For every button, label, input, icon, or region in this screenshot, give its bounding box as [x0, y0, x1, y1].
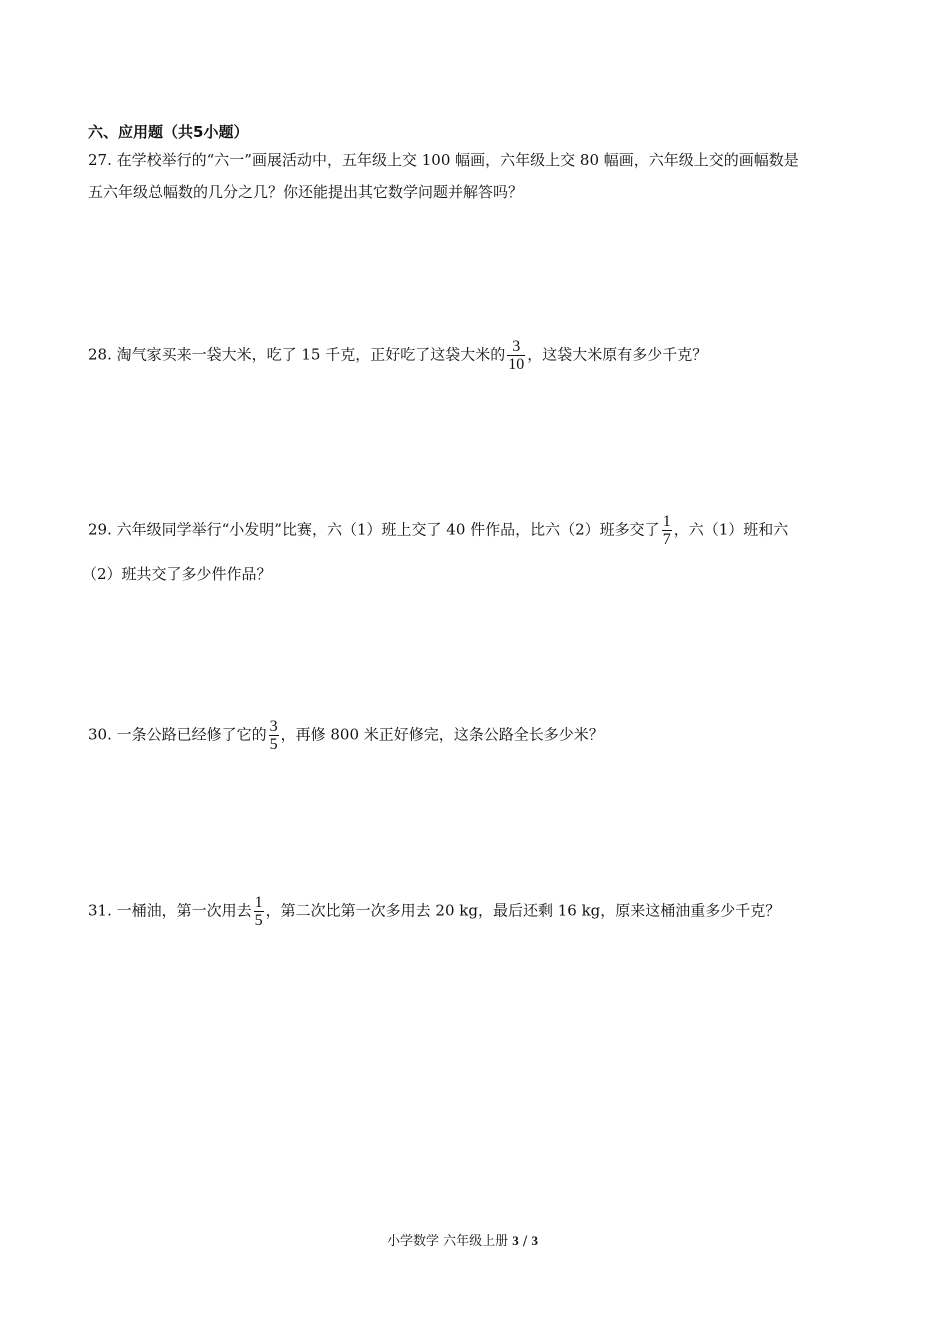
fraction: [254, 894, 264, 929]
question-31: [88, 894, 780, 929]
question-29-text-before: 29. 六年级同学举行“小发明”比赛，六（1）班上交了 40 件作品，比六（2）班多交了: [88, 520, 660, 539]
fraction-numerator: 3: [269, 718, 278, 735]
question-27-line-2: 五六年级总幅数的几分之几？你还能提出其它数学问题并解答吗？: [88, 183, 524, 201]
fraction-numerator: 1: [662, 513, 671, 530]
question-29-line-2: （2）班共交了多少件作品？: [82, 565, 272, 583]
fraction-numerator: 1: [254, 894, 263, 911]
fraction: [662, 513, 672, 548]
question-29: [88, 513, 788, 548]
fraction-numerator: 3: [507, 338, 525, 356]
question-31-text-before: 31. 一桶油，第一次用去: [88, 901, 252, 920]
question-31-text-after: ，第二次比第一次多用去 20 kg，最后还剩 16 kg，原来这桶油重多少千克？: [265, 901, 781, 920]
page-footer: [387, 1230, 538, 1249]
question-30-text-before: 30. 一条公路已经修了它的: [88, 725, 267, 744]
question-30-text-after: ，再修 800 米正好修完，这条公路全长多少米？: [280, 725, 604, 744]
fraction-denominator: 10: [508, 356, 525, 373]
question-29-text-after: ，六（1）班和六: [673, 520, 789, 539]
fraction-denominator: 5: [254, 912, 263, 929]
fraction: [269, 718, 279, 753]
fraction-denominator: 7: [662, 531, 671, 548]
footer-total-pages: 3: [531, 1233, 538, 1248]
footer-text: 小学数学 六年级上册: [387, 1234, 509, 1249]
fraction-denominator: 5: [269, 736, 278, 753]
question-28: [88, 338, 707, 373]
fraction: [507, 338, 525, 373]
question-27-line-1: 27. 在学校举行的“六一”画展活动中，五年级上交 100 幅画，六年级上交 80 幅画，六年级上交的画幅数是: [88, 151, 799, 169]
footer-separator: /: [522, 1234, 528, 1249]
footer-page-number: 3: [512, 1233, 519, 1248]
question-30: [88, 718, 604, 753]
section-title: 六、应用题（共5小题）: [88, 123, 249, 141]
question-28-text-before: 28. 淘气家买来一袋大米，吃了 15 千克，正好吃了这袋大米的: [88, 345, 506, 364]
question-28-text-after: ，这袋大米原有多少千克？: [527, 345, 708, 364]
